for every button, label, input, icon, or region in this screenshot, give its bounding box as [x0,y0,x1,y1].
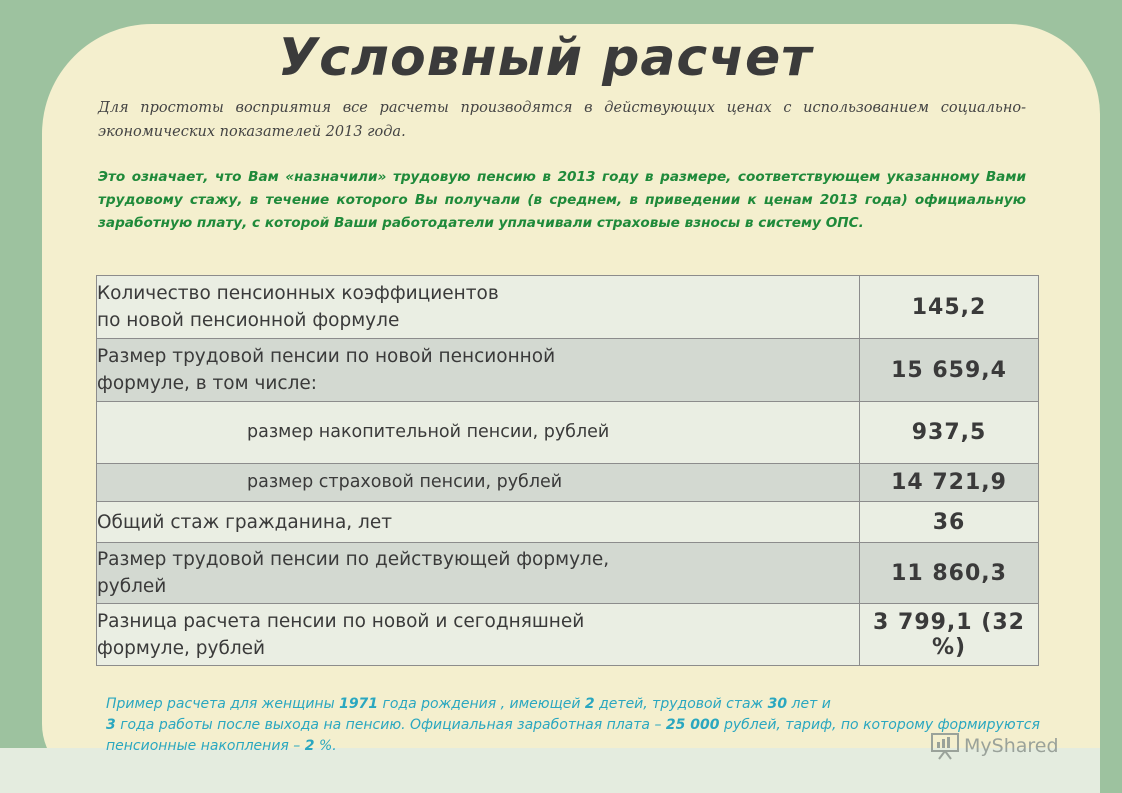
row-value: 14 721,9 [860,464,1039,502]
row-label: Размер трудовой пенсии по действующей формуле, рублей [97,543,860,604]
intro-text: Для простоты восприятия все расчеты производятся в действующих ценах с использованием социально-экономических показателей 2013 года. [98,100,1026,140]
row-label: размер страховой пенсии, рублей [97,464,860,502]
row-value: 3 799,1 (32 %) [860,604,1039,666]
example-note: Пример расчета для женщины 1971 года рождения , имеющей 2 детей, трудовой стаж 30 лет и 3 года работы после выхода на пенсию. Официальная заработная плата – 25 000 рублей, тариф, по которому формируются пенсионные накопления – 2 %. [106,696,1040,754]
table-row [97,464,1039,502]
row-value: 36 [860,502,1039,543]
table-row [97,339,1039,402]
row-value: 937,5 [860,402,1039,464]
table-row [97,276,1039,339]
watermark-text: MyShared [964,735,1059,757]
presentation-icon [930,731,960,761]
row-label: Размер трудовой пенсии по новой пенсионной формуле, в том числе: [97,339,860,402]
row-value: 145,2 [860,276,1039,339]
meaning-text: Это означает, что Вам «назначили» трудовую пенсию в 2013 году в размере, соответствующем указанному Вами трудовому стажу, в течение которого Вы получали (в среднем, в приведении к ценам 2013 года) официальную заработную плату, с которой Ваши работодатели уплачивали страховые взносы в систему ОПС. [98,169,1026,231]
table-row [97,502,1039,543]
table-row [97,402,1039,464]
row-value: 11 860,3 [860,543,1039,604]
table-row [97,604,1039,666]
row-label: Общий стаж гражданина, лет [97,502,860,543]
slide-title: Условный расчет [278,28,813,88]
myshared-watermark[interactable] [930,731,1059,761]
table-row [97,543,1039,604]
row-label: размер накопительной пенсии, рублей [97,402,860,464]
row-label: Разница расчета пенсии по новой и сегодняшней формуле, рублей [97,604,860,666]
row-label: Количество пенсионных коэффициентов по новой пенсионной формуле [97,276,860,339]
row-value: 15 659,4 [860,339,1039,402]
results-table [96,275,1039,666]
